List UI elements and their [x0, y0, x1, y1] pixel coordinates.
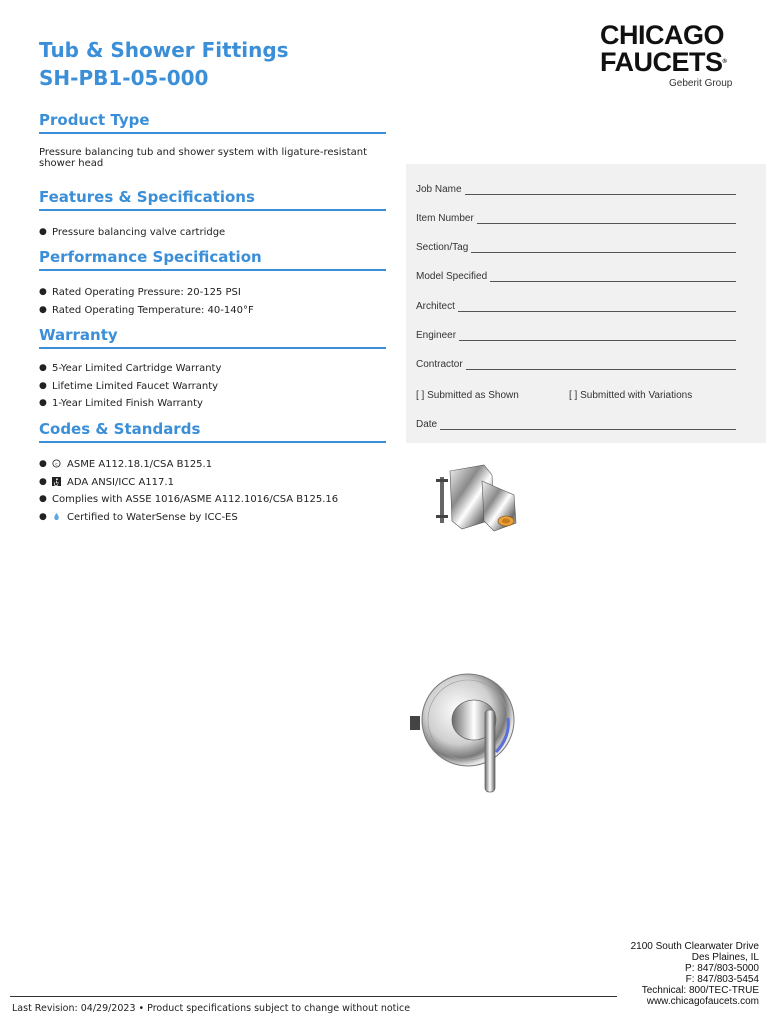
list-item: ● Rated Operating Pressure: 20-125 PSI [39, 287, 241, 298]
list-item: ● Lifetime Limited Faucet Warranty [39, 380, 219, 392]
shower-head-image [432, 461, 522, 541]
codes-list [39, 456, 338, 526]
address-city: Des Plaines, IL [691, 952, 759, 963]
address-phone: P: 847/803-5000 [685, 963, 759, 974]
address-street: 2100 South Clearwater Drive [630, 941, 759, 952]
list-item: ● ADA ANSI/ICC A117.1 [39, 476, 174, 488]
submittal-form [406, 164, 766, 443]
svg-text:c: c [55, 462, 58, 468]
footer-divider [10, 996, 617, 997]
ada-icon [52, 477, 61, 486]
watersense-icon [52, 512, 61, 521]
architect-field[interactable]: Architect [416, 301, 736, 312]
job-name-field[interactable]: Job Name [416, 184, 736, 195]
list-item: ● Rated Operating Temperature: 40-140°F [39, 304, 254, 316]
product-type-description: Pressure balancing tub and shower system with ligature-resistant shower head [39, 147, 368, 169]
list-item: ● Certified to WaterSense by ICC-ES [39, 511, 238, 523]
list-item: ● Pressure balancing valve cartridge [39, 227, 226, 238]
performance-heading: Performance Specification [39, 247, 386, 271]
submitted-with-variations-checkbox[interactable]: [ ] Submitted with Variations [569, 390, 693, 401]
list-item: ● 1-Year Limited Finish Warranty [39, 398, 203, 409]
warranty-list [39, 360, 221, 413]
list-item: ● Complies with ASSE 1016/ASME A112.1016/CSA B125.16 [39, 494, 339, 505]
document-title [39, 36, 289, 92]
list-item: ● c ASME A112.18.1/CSA B125.1 [39, 459, 213, 470]
list-item: ● 5-Year Limited Cartridge Warranty [39, 363, 222, 374]
codes-heading: Codes & Standards [39, 419, 386, 443]
submitted-as-shown-checkbox[interactable]: [ ] Submitted as Shown [416, 390, 519, 401]
contractor-field[interactable]: Contractor [416, 359, 736, 370]
item-number-field[interactable]: Item Number [416, 213, 736, 224]
logo-line-2: FAUCETS® [600, 47, 727, 77]
features-list [39, 224, 225, 242]
brand-logo [600, 20, 750, 89]
logo-line-3: Geberit Group [669, 78, 733, 89]
registered-mark: ® [722, 59, 727, 65]
date-field[interactable]: Date [416, 419, 736, 430]
csa-icon [52, 459, 61, 468]
warranty-heading: Warranty [39, 325, 386, 349]
title-line-2: SH-PB1-05-000 [39, 66, 209, 90]
product-type-heading: Product Type [39, 110, 386, 134]
address-fax: F: 847/803-5454 [685, 974, 759, 985]
valve-trim-image [408, 660, 518, 795]
address-technical: Technical: 800/TEC-TRUE [641, 985, 759, 996]
title-line-1: Tub & Shower Fittings [39, 38, 289, 62]
engineer-field[interactable]: Engineer [416, 330, 736, 341]
logo-line-1: CHICAGO [600, 20, 724, 50]
footer-revision: Last Revision: 04/29/2023 • Product specifications subject to change without notice [12, 1003, 411, 1014]
performance-list [39, 284, 254, 319]
features-heading: Features & Specifications [39, 187, 386, 211]
model-specified-field[interactable]: Model Specified [416, 271, 736, 282]
address-website[interactable]: www.chicagofaucets.com [646, 996, 759, 1007]
company-address [631, 941, 759, 1007]
section-tag-field[interactable]: Section/Tag [416, 242, 736, 253]
